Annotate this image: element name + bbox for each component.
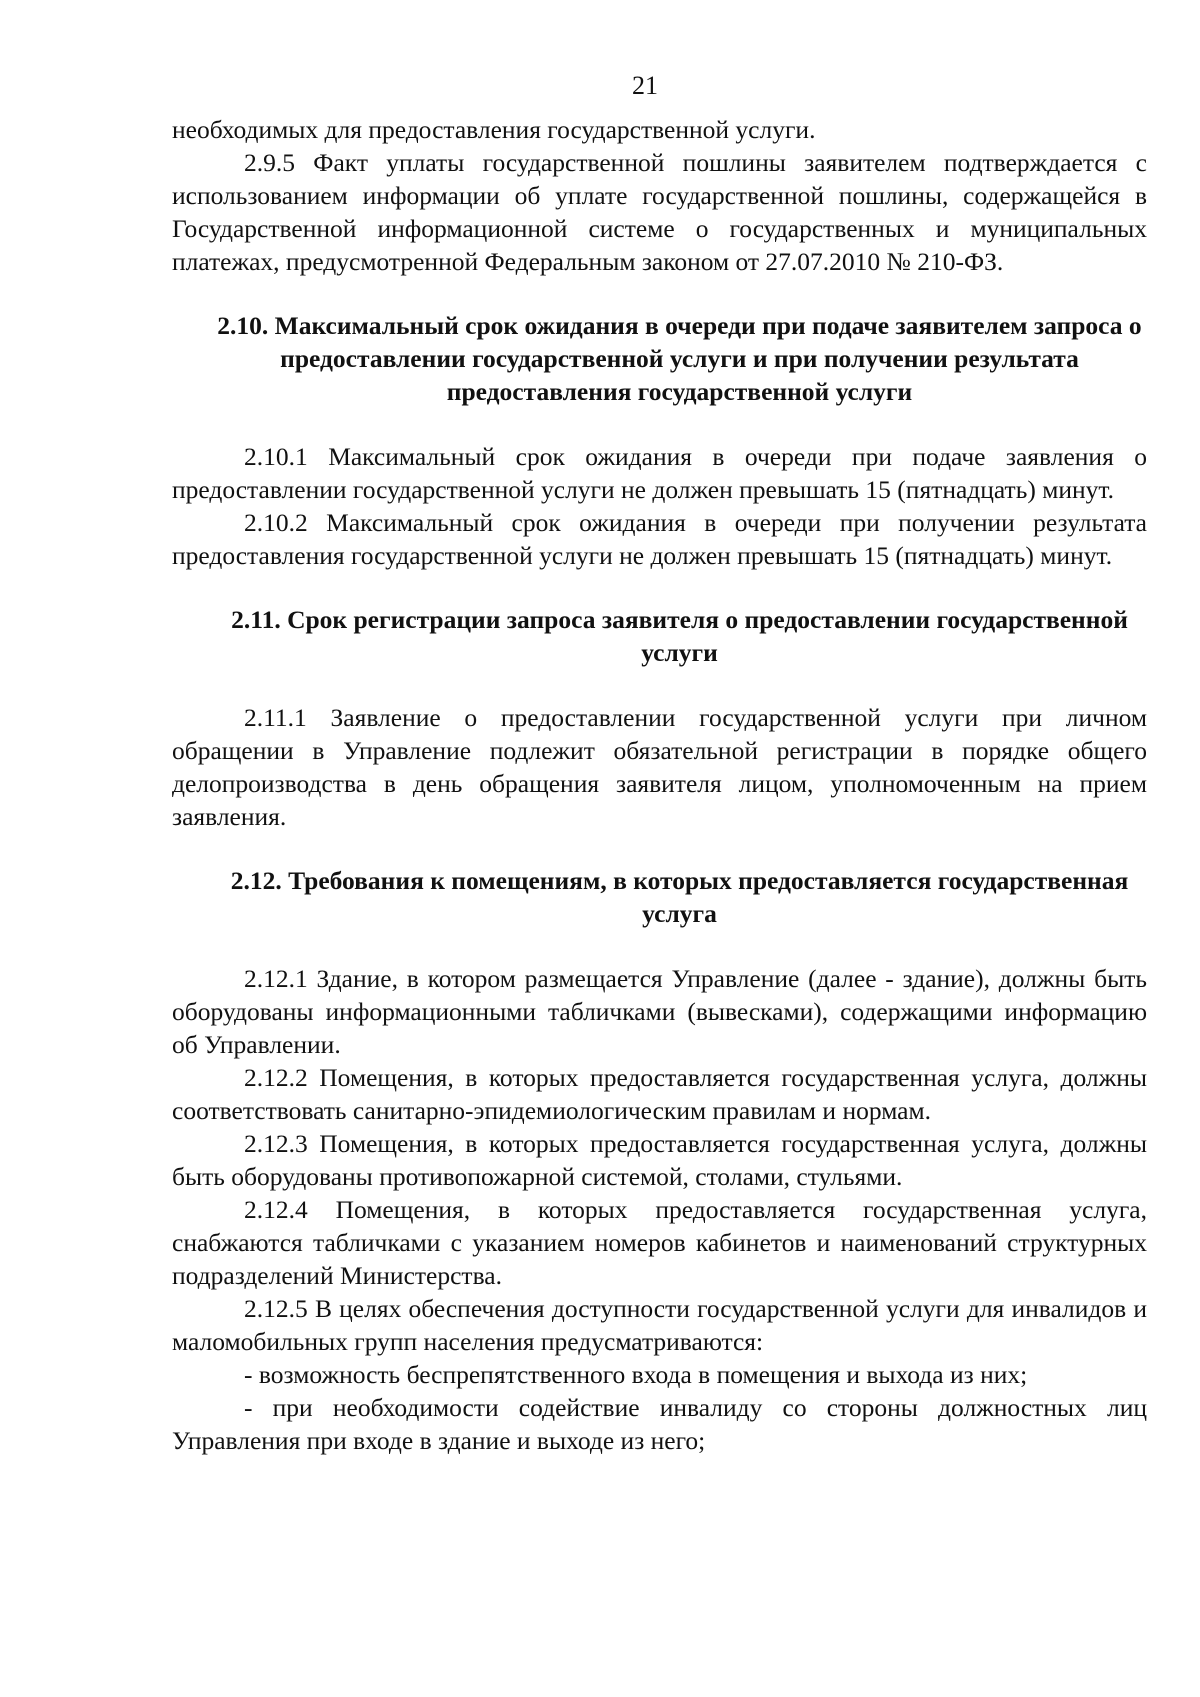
paragraph-2-12-4: 2.12.4 Помещения, в которых предоставляется государственная услуга, снабжаются табличками с указанием номеров кабинетов и наименований структурных подразделений Министерства.	[172, 1195, 1147, 1290]
spacer	[172, 408, 1147, 440]
paragraph-2-12-1: 2.12.1 Здание, в котором размещается Управление (далее - здание), должны быть оборудованы информационными табличками (вывесками), содержащими информацию об Управлении.	[172, 964, 1147, 1059]
paragraph-2-10-1: 2.10.1 Максимальный срок ожидания в очереди при подаче заявления о предоставлении государственной услуги не должен превышать 15 (пятнадцать) минут.	[172, 442, 1147, 504]
section-heading-2-11: 2.11. Срок регистрации запроса заявителя о предоставлении государственной услуги	[231, 605, 1128, 667]
section-heading-2-12: 2.12. Требования к помещениям, в которых предоставляется государственная услуга	[230, 866, 1129, 928]
list-item-entrance-access: - возможность беспрепятственного входа в помещения и выхода из них;	[244, 1360, 1028, 1389]
paragraph-2-11-1: 2.11.1 Заявление о предоставлении государственной услуги при личном обращении в Управление подлежит обязательной регистрации в порядке общего делопроизводства в день обращения заявителя лицом, уполномоченным на прием заявления.	[172, 703, 1147, 831]
spacer	[172, 278, 1147, 309]
paragraph-2-10-2: 2.10.2 Максимальный срок ожидания в очереди при получении результата предоставления государственной услуги не должен превышать 15 (пятнадцать) минут.	[172, 508, 1147, 570]
spacer	[172, 930, 1147, 962]
spacer	[172, 669, 1147, 701]
paragraph-2-12-2: 2.12.2 Помещения, в которых предоставляется государственная услуга, должны соответствовать санитарно-эпидемиологическим правилам и нормам.	[172, 1063, 1147, 1125]
page-number: 21	[632, 71, 658, 100]
paragraph-2-12-3: 2.12.3 Помещения, в которых предоставляется государственная услуга, должны быть оборудованы противопожарной системой, столами, стульями.	[172, 1129, 1147, 1191]
list-item-staff-assistance: - при необходимости содействие инвалиду со стороны должностных лиц Управления при входе в здание и выходе из него;	[172, 1393, 1147, 1455]
section-heading-2-10: 2.10. Максимальный срок ожидания в очереди при подаче заявителем запроса о предоставлении государственной услуги и при получении результата предоставления государственной услуги	[217, 311, 1142, 406]
document-body	[172, 113, 1147, 1457]
spacer	[172, 833, 1147, 864]
paragraph-2-12-5: 2.12.5 В целях обеспечения доступности государственной услуги для инвалидов и маломобильных групп населения предусматриваются:	[172, 1294, 1147, 1356]
paragraph-continuation: необходимых для предоставления государственной услуги.	[172, 115, 816, 144]
paragraph-2-9-5: 2.9.5 Факт уплаты государственной пошлины заявителем подтверждается с использованием информации об уплате государственной пошлины, содержащейся в Государственной информационной системе о государственных и муниципальных платежах, предусмотренной Федеральным законом от 27.07.2010 № 210-ФЗ.	[172, 148, 1147, 276]
spacer	[172, 572, 1147, 603]
